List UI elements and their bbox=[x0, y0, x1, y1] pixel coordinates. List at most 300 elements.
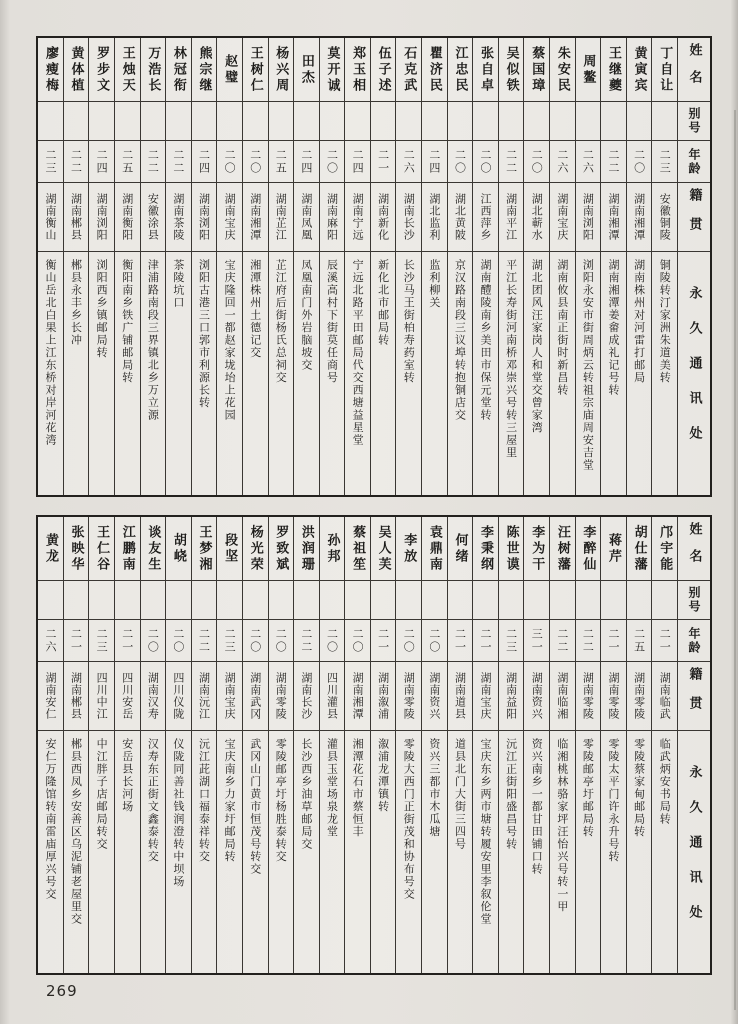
person-address: 湖北团风汪家岗人和堂交曾家湾 bbox=[530, 259, 544, 434]
person-name-cell bbox=[269, 38, 294, 102]
person-name-cell bbox=[499, 517, 524, 581]
person-age: 二五 bbox=[632, 627, 646, 654]
person-origin: 湖南益阳 bbox=[504, 672, 518, 720]
scan-edge-artifact bbox=[734, 110, 736, 1010]
person-name: 蔡祖笙 bbox=[350, 524, 366, 573]
person-age: 二三 bbox=[658, 148, 672, 175]
person-address-cell bbox=[192, 731, 217, 973]
person-alias-cell bbox=[243, 102, 268, 141]
person-alias-cell bbox=[396, 102, 421, 141]
person-name-cell bbox=[422, 38, 447, 102]
person-name: 吴似铁 bbox=[503, 45, 519, 94]
person-address-cell bbox=[217, 252, 242, 495]
person-origin: 湖南武冈 bbox=[248, 672, 262, 720]
person-age: 二四 bbox=[299, 148, 313, 175]
person-name-cell bbox=[243, 38, 268, 102]
person-column bbox=[370, 38, 396, 495]
person-alias-cell bbox=[192, 581, 217, 620]
person-age: 二〇 bbox=[274, 627, 288, 654]
person-origin: 湖南茶陵 bbox=[171, 193, 185, 241]
person-origin: 湖南宝庆 bbox=[479, 672, 493, 720]
person-origin: 湖南宝庆 bbox=[555, 193, 569, 241]
person-name-cell bbox=[243, 517, 268, 581]
person-age-cell bbox=[550, 141, 575, 183]
person-name: 张自卓 bbox=[478, 45, 494, 94]
person-column bbox=[523, 38, 549, 495]
person-address: 道县北门大街三四号 bbox=[453, 738, 467, 851]
person-address-cell bbox=[345, 731, 370, 973]
person-address: 零陵太平门许永升号转 bbox=[607, 738, 621, 863]
person-address: 郴县永丰乡长冲 bbox=[69, 259, 83, 347]
person-origin-cell bbox=[652, 662, 677, 731]
person-age-cell bbox=[448, 141, 473, 183]
person-column bbox=[447, 38, 473, 495]
person-age: 二〇 bbox=[427, 627, 441, 654]
person-age: 二一 bbox=[376, 627, 390, 654]
person-age-cell bbox=[499, 620, 524, 662]
person-alias-cell bbox=[141, 581, 166, 620]
person-origin: 湖南溆浦 bbox=[376, 672, 390, 720]
person-origin-cell bbox=[550, 662, 575, 731]
person-column bbox=[63, 517, 89, 973]
person-alias-cell bbox=[473, 581, 498, 620]
person-address: 汉寿东正街文鑫泰转交 bbox=[146, 738, 160, 863]
person-origin-cell bbox=[550, 183, 575, 252]
person-age-cell bbox=[345, 141, 370, 183]
person-origin: 湖南衡阳 bbox=[120, 193, 134, 241]
person-alias-cell bbox=[320, 102, 345, 141]
person-age-cell bbox=[269, 141, 294, 183]
person-name: 瞿济民 bbox=[426, 45, 442, 94]
person-origin: 湖南湘潭 bbox=[607, 193, 621, 241]
person-origin: 湖南凤凰 bbox=[299, 193, 313, 241]
person-age: 二〇 bbox=[402, 627, 416, 654]
person-address: 铜陵转汀家洲朱道美转 bbox=[658, 259, 672, 384]
person-name-cell bbox=[166, 38, 191, 102]
person-age: 二二 bbox=[581, 627, 595, 654]
person-column bbox=[600, 38, 626, 495]
person-alias-cell bbox=[217, 581, 242, 620]
person-address: 湖南醴陵南乡美田市保元堂转 bbox=[479, 259, 493, 422]
person-origin: 湖南零陵 bbox=[632, 672, 646, 720]
person-name: 王继夔 bbox=[606, 45, 622, 94]
person-age-cell bbox=[115, 141, 140, 183]
person-name-cell bbox=[38, 38, 63, 102]
person-address-cell bbox=[601, 731, 626, 973]
person-origin-cell bbox=[320, 183, 345, 252]
person-column bbox=[293, 38, 319, 495]
person-age-cell bbox=[38, 141, 63, 183]
person-name-cell bbox=[524, 517, 549, 581]
person-origin-cell bbox=[294, 183, 319, 252]
person-alias-cell bbox=[422, 102, 447, 141]
person-age: 二〇 bbox=[453, 148, 467, 175]
person-age-cell bbox=[601, 620, 626, 662]
person-address-cell bbox=[524, 252, 549, 495]
person-address-cell bbox=[217, 731, 242, 973]
person-column bbox=[600, 517, 626, 973]
person-column bbox=[191, 38, 217, 495]
person-age: 二六 bbox=[402, 148, 416, 175]
person-origin: 湖南湘潭 bbox=[351, 672, 365, 720]
person-origin: 湖南零陵 bbox=[274, 672, 288, 720]
person-address-cell bbox=[141, 252, 166, 495]
person-name: 伍子述 bbox=[375, 45, 391, 94]
person-origin: 湖南零陵 bbox=[581, 672, 595, 720]
person-alias-cell bbox=[499, 102, 524, 141]
person-age: 二三 bbox=[95, 627, 109, 654]
person-column bbox=[472, 38, 498, 495]
person-age: 二六 bbox=[581, 148, 595, 175]
person-address: 安岳县长河场 bbox=[120, 738, 134, 813]
person-address-cell bbox=[448, 252, 473, 495]
person-alias-cell bbox=[38, 581, 63, 620]
person-origin: 四川安岳 bbox=[120, 672, 134, 720]
person-address: 新化北市邮局转 bbox=[376, 259, 390, 347]
person-address-cell bbox=[89, 252, 114, 495]
person-address-cell bbox=[371, 252, 396, 495]
person-column bbox=[165, 517, 191, 973]
person-origin-cell bbox=[396, 183, 421, 252]
person-origin-cell bbox=[371, 662, 396, 731]
person-origin-cell bbox=[243, 183, 268, 252]
person-age-cell bbox=[89, 141, 114, 183]
person-name: 胡峣 bbox=[170, 532, 186, 565]
person-address-cell bbox=[601, 252, 626, 495]
person-origin-cell bbox=[473, 662, 498, 731]
person-address: 宝庆东乡两市塘转履安里李叙伦堂 bbox=[479, 738, 493, 926]
person-address-cell bbox=[652, 731, 677, 973]
person-name: 张映华 bbox=[68, 524, 84, 573]
person-alias-cell bbox=[652, 581, 677, 620]
person-column bbox=[344, 38, 370, 495]
person-column bbox=[344, 517, 370, 973]
person-address: 监利柳关 bbox=[427, 259, 441, 309]
person-age: 二三 bbox=[223, 627, 237, 654]
person-alias-cell bbox=[396, 581, 421, 620]
person-alias-cell bbox=[115, 581, 140, 620]
person-address-cell bbox=[320, 252, 345, 495]
person-age: 二一 bbox=[376, 148, 390, 175]
person-name-cell bbox=[217, 38, 242, 102]
person-age: 二〇 bbox=[530, 148, 544, 175]
person-age: 二一 bbox=[120, 627, 134, 654]
person-age-cell bbox=[64, 141, 89, 183]
person-address: 零陵邮亭圩杨胜泰转交 bbox=[274, 738, 288, 863]
person-age-cell bbox=[371, 141, 396, 183]
person-age: 二二 bbox=[504, 148, 518, 175]
person-age: 二五 bbox=[274, 148, 288, 175]
person-address-cell bbox=[448, 731, 473, 973]
person-origin: 江西萍乡 bbox=[479, 193, 493, 241]
person-address-cell bbox=[627, 731, 652, 973]
person-alias-cell bbox=[38, 102, 63, 141]
person-origin: 湖南汉寿 bbox=[146, 672, 160, 720]
person-age: 二四 bbox=[351, 148, 365, 175]
person-column bbox=[38, 517, 63, 973]
person-name: 石克武 bbox=[401, 45, 417, 94]
person-age-cell bbox=[294, 141, 319, 183]
person-alias-cell bbox=[320, 581, 345, 620]
person-address-cell bbox=[422, 731, 447, 973]
person-name: 蔡国璋 bbox=[529, 45, 545, 94]
person-alias-cell bbox=[473, 102, 498, 141]
person-alias-cell bbox=[576, 102, 601, 141]
person-origin: 湖南平江 bbox=[504, 193, 518, 241]
person-address-cell bbox=[38, 252, 63, 495]
person-age-cell bbox=[192, 620, 217, 662]
person-address-cell bbox=[115, 731, 140, 973]
person-alias-cell bbox=[652, 102, 677, 141]
person-column bbox=[242, 517, 268, 973]
person-address: 零陵大西门正街茂和协布号交 bbox=[402, 738, 416, 901]
person-origin: 湖南道县 bbox=[453, 672, 467, 720]
person-address: 湖南攸县南正街时新昌转 bbox=[555, 259, 569, 397]
person-name: 林冠衔 bbox=[170, 45, 186, 94]
person-name-cell bbox=[550, 517, 575, 581]
person-column bbox=[370, 517, 396, 973]
person-address: 中江胖子店邮局转交 bbox=[95, 738, 109, 851]
person-age-cell bbox=[627, 620, 652, 662]
person-age: 二一 bbox=[607, 627, 621, 654]
person-name: 王烛天 bbox=[119, 45, 135, 94]
person-origin: 湖南宁远 bbox=[351, 193, 365, 241]
person-alias-cell bbox=[524, 102, 549, 141]
person-origin-cell bbox=[320, 662, 345, 731]
person-origin-cell bbox=[524, 183, 549, 252]
person-origin: 四川仪陇 bbox=[171, 672, 185, 720]
person-name-cell bbox=[320, 517, 345, 581]
person-address: 京汉路南段三议埠转抱铜店交 bbox=[453, 259, 467, 422]
person-name-cell bbox=[141, 38, 166, 102]
person-name: 李秉纲 bbox=[478, 524, 494, 573]
person-column bbox=[626, 517, 652, 973]
person-origin-cell bbox=[166, 662, 191, 731]
person-name: 田杰 bbox=[298, 53, 314, 86]
person-alias-cell bbox=[576, 581, 601, 620]
person-age-cell bbox=[524, 620, 549, 662]
person-age: 二二 bbox=[607, 148, 621, 175]
person-name: 赵璧 bbox=[222, 53, 238, 86]
person-age: 二一 bbox=[69, 627, 83, 654]
person-address: 湖南株州对河雷打邮局 bbox=[632, 259, 646, 384]
person-name: 袁鼎南 bbox=[426, 524, 442, 573]
person-address-cell bbox=[243, 252, 268, 495]
person-column bbox=[114, 38, 140, 495]
person-origin-cell bbox=[89, 662, 114, 731]
person-name-cell bbox=[115, 38, 140, 102]
person-name: 谈友生 bbox=[145, 524, 161, 573]
person-origin-cell bbox=[576, 183, 601, 252]
person-origin: 湖北黄陂 bbox=[453, 193, 467, 241]
person-name: 黄寅宾 bbox=[631, 45, 647, 94]
person-origin: 湖南浏阳 bbox=[581, 193, 595, 241]
person-alias-cell bbox=[89, 102, 114, 141]
person-origin-cell bbox=[524, 662, 549, 731]
person-alias-cell bbox=[550, 102, 575, 141]
person-age-cell bbox=[89, 620, 114, 662]
person-name-cell bbox=[550, 38, 575, 102]
header-address: 永久通讯处 bbox=[686, 286, 702, 461]
person-age: 二二 bbox=[299, 627, 313, 654]
person-alias-cell bbox=[192, 102, 217, 141]
person-alias-cell bbox=[64, 581, 89, 620]
header-name: 姓名 bbox=[678, 517, 710, 581]
person-name-cell bbox=[141, 517, 166, 581]
person-name: 孙邦 bbox=[324, 532, 340, 565]
person-column bbox=[421, 38, 447, 495]
person-address: 湘潭株州土德记交 bbox=[248, 259, 262, 359]
person-name-cell bbox=[38, 517, 63, 581]
person-origin: 湖南郴县 bbox=[69, 672, 83, 720]
person-address-cell bbox=[396, 252, 421, 495]
person-name-cell bbox=[473, 517, 498, 581]
person-age-cell bbox=[499, 141, 524, 183]
person-column bbox=[88, 517, 114, 973]
person-alias-cell bbox=[166, 102, 191, 141]
person-name-cell bbox=[576, 517, 601, 581]
person-address-cell bbox=[192, 252, 217, 495]
person-name: 王仁谷 bbox=[94, 524, 110, 573]
table-header-column bbox=[677, 517, 710, 973]
person-name: 何绪 bbox=[452, 532, 468, 565]
person-address: 宝庆隆回一都赵家垅坮上花园 bbox=[223, 259, 237, 422]
person-origin: 湖南郴县 bbox=[69, 193, 83, 241]
person-origin-cell bbox=[627, 662, 652, 731]
person-age-cell bbox=[141, 141, 166, 183]
person-column bbox=[626, 38, 652, 495]
person-address: 浏阳古港三口郭市利源长转 bbox=[197, 259, 211, 409]
person-origin: 湖南安仁 bbox=[43, 672, 57, 720]
person-origin-cell bbox=[499, 662, 524, 731]
person-address: 临武炳安书局转 bbox=[658, 738, 672, 826]
person-age: 二一 bbox=[453, 627, 467, 654]
person-age: 二〇 bbox=[632, 148, 646, 175]
person-name: 郑玉相 bbox=[350, 45, 366, 94]
person-age: 二二 bbox=[69, 148, 83, 175]
person-origin-cell bbox=[448, 662, 473, 731]
person-name: 莫开诚 bbox=[324, 45, 340, 94]
person-origin: 安徽铜陵 bbox=[658, 193, 672, 241]
person-name-cell bbox=[576, 38, 601, 102]
person-origin-cell bbox=[192, 183, 217, 252]
person-alias-cell bbox=[269, 102, 294, 141]
person-address-cell bbox=[269, 252, 294, 495]
person-age: 二二 bbox=[146, 148, 160, 175]
person-name-cell bbox=[524, 38, 549, 102]
person-age: 二三 bbox=[504, 627, 518, 654]
person-origin-cell bbox=[422, 662, 447, 731]
person-alias-cell bbox=[524, 581, 549, 620]
person-origin-cell bbox=[448, 183, 473, 252]
person-name-cell bbox=[396, 38, 421, 102]
person-age-cell bbox=[396, 620, 421, 662]
person-origin-cell bbox=[38, 183, 63, 252]
person-address-cell bbox=[166, 252, 191, 495]
person-origin: 湖北监利 bbox=[427, 193, 441, 241]
person-name: 吴人芙 bbox=[375, 524, 391, 573]
person-column bbox=[575, 38, 601, 495]
person-column bbox=[575, 517, 601, 973]
person-name: 罗致斌 bbox=[273, 524, 289, 573]
header-age: 年龄 bbox=[678, 620, 710, 662]
person-name: 杨光荣 bbox=[247, 524, 263, 573]
person-alias-cell bbox=[371, 581, 396, 620]
person-name-cell bbox=[89, 38, 114, 102]
person-age: 二〇 bbox=[248, 148, 262, 175]
person-origin: 湖南新化 bbox=[376, 193, 390, 241]
person-name: 李放 bbox=[401, 532, 417, 565]
person-name-cell bbox=[499, 38, 524, 102]
person-address: 凤凰南门外岩脑坡交 bbox=[299, 259, 313, 372]
person-age-cell bbox=[576, 620, 601, 662]
person-origin-cell bbox=[601, 662, 626, 731]
person-name-cell bbox=[192, 517, 217, 581]
person-origin-cell bbox=[243, 662, 268, 731]
person-age: 二四 bbox=[95, 148, 109, 175]
person-address: 湖南湘潭姜畲成礼记号转 bbox=[607, 259, 621, 397]
person-origin-cell bbox=[345, 662, 370, 731]
person-column bbox=[165, 38, 191, 495]
person-alias-cell bbox=[345, 581, 370, 620]
person-name: 汪树藩 bbox=[554, 524, 570, 573]
person-name: 王梦湘 bbox=[196, 524, 212, 573]
person-age: 二六 bbox=[43, 627, 57, 654]
person-address: 武冈山门黄市恒茂号转交 bbox=[248, 738, 262, 876]
person-address-cell bbox=[576, 731, 601, 973]
person-origin-cell bbox=[345, 183, 370, 252]
person-age: 二四 bbox=[197, 148, 211, 175]
person-address: 仪陇同善社钱润澄转中坝场 bbox=[171, 738, 185, 888]
person-alias-cell bbox=[64, 102, 89, 141]
person-age: 二一 bbox=[479, 627, 493, 654]
person-name-cell bbox=[371, 517, 396, 581]
person-name: 段坚 bbox=[222, 532, 238, 565]
person-column bbox=[549, 517, 575, 973]
person-column bbox=[38, 38, 63, 495]
person-column bbox=[498, 38, 524, 495]
person-origin: 湖南临武 bbox=[658, 672, 672, 720]
person-address-cell bbox=[115, 252, 140, 495]
person-age: 二三 bbox=[43, 148, 57, 175]
person-age-cell bbox=[345, 620, 370, 662]
person-alias-cell bbox=[217, 102, 242, 141]
person-name-cell bbox=[473, 38, 498, 102]
person-column bbox=[293, 517, 319, 973]
person-age-cell bbox=[652, 141, 677, 183]
person-name-cell bbox=[627, 38, 652, 102]
person-age-cell bbox=[627, 141, 652, 183]
person-name-cell bbox=[64, 38, 89, 102]
person-address-cell bbox=[64, 252, 89, 495]
person-origin: 湖南浏阳 bbox=[197, 193, 211, 241]
person-address: 辰溪高村下街莫任商号 bbox=[325, 259, 339, 384]
person-alias-cell bbox=[115, 102, 140, 141]
person-origin: 湖南芷江 bbox=[274, 193, 288, 241]
person-address: 宝庆南乡力家圩邮局转 bbox=[223, 738, 237, 863]
person-column bbox=[395, 517, 421, 973]
person-origin: 湖南沅江 bbox=[197, 672, 211, 720]
person-column bbox=[140, 517, 166, 973]
person-alias-cell bbox=[601, 102, 626, 141]
person-age-cell bbox=[422, 620, 447, 662]
person-age-cell bbox=[217, 620, 242, 662]
person-address: 资兴三都市木瓜塘 bbox=[427, 738, 441, 838]
person-age-cell bbox=[38, 620, 63, 662]
person-alias-cell bbox=[627, 102, 652, 141]
person-column bbox=[498, 517, 524, 973]
person-age-cell bbox=[294, 620, 319, 662]
